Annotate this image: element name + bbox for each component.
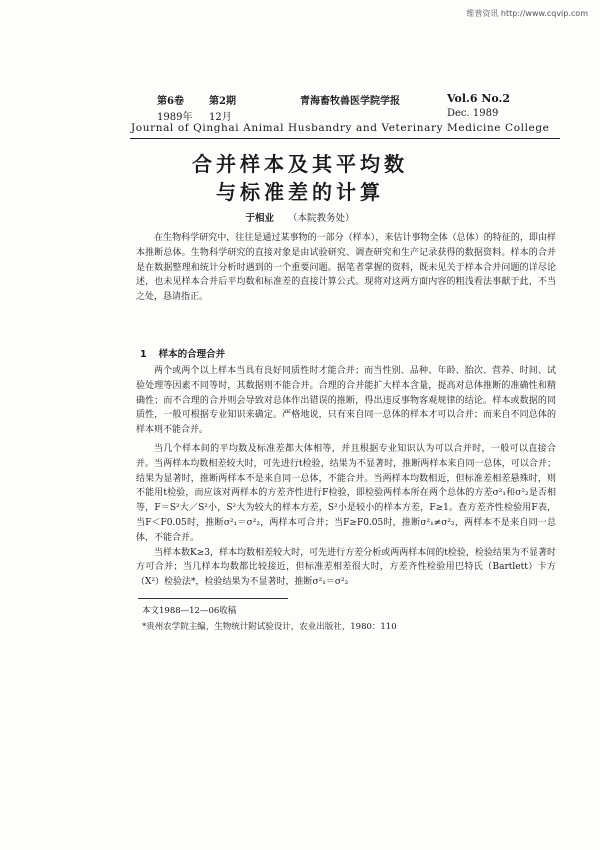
article-title-line-2: 与标准差的计算 — [216, 180, 384, 204]
journal-name-cn: 青海畜牧兽医学院学报 — [300, 96, 400, 107]
author-name: 于相业 — [245, 213, 274, 224]
paragraph-1: 两个或两个以上样本当具有良好同质性时才能合并；而当性别、品种、年龄、胎次、营养、时间、试验处理等因素不同等时，其数据则不能合并。合理的合并能扩大样本含量，提高对总体推断的准确性和精确性；而不合理的合并则会导致对总体作出错误的推断，得出违反事物客观规律的结论。样本或数据的同质性，一般可根据专业知识来确定。严格地说，只有来自同一总体的样本才可以合并；而来自不同总体的样本则不能合并。 — [136, 366, 556, 436]
author-line — [0, 210, 600, 224]
section-title: 样本的合理合并 — [158, 349, 226, 360]
volume-en: Vol.6 No.2 — [447, 92, 511, 105]
section-body — [136, 364, 556, 590]
header-rule — [130, 138, 560, 139]
journal-title-en: Journal of Qinghai Animal Husbandry and Veterinary Medicine College — [131, 122, 550, 134]
article-title-line-1: 合并样本及其平均数 — [192, 152, 408, 176]
volume-cn: 第6卷 — [157, 96, 184, 107]
section-heading — [140, 346, 225, 360]
paragraph-2: 当几个样本间的平均数及标准差都大体相等，并且根据专业知识认为可以合并时，一般可以直接合并。当两样本均数相差较大时，可先进行t检验，结果为不显著时，推断两样本来自同一总体，可以合并；结果为显著时，推断两样本不是来自同一总体，不能合并。当两样本均数相近，但标准差相差悬殊时，则不能用t检验，而应该对两样本的方差齐性进行F检验，即检验两样本所在两个总体的方差σ²₁和σ²₂是否相等，F＝S²大／S²小，S²大为较大的样本方差，S²小是较小的样本方差，F≥1。查方差齐性检验用F表，当F＜F0.05时，推断σ²₁＝σ²₂，两样本可合并；当F≥F0.05时，推断σ²₁≠σ²₂，两样本不是来自同一总体，不能合并。 — [136, 443, 556, 543]
year-cn: 1989年 — [157, 112, 193, 123]
intro-paragraph: 在生物科学研究中，往往是通过某事物的一部分（样本），来估计事物全体（总体）的特征的，即由样本推断总体。生物科学研究的直接对象是由试验研究、调查研究和生产记录获得的数据资料。样本的合并是在数据整理和统计分析时遇到的一个重要问题。据笔者掌握的资料，既未见关于样本合并问题的详尽论述，也未见样本合并后平均数和标准差的直接计算公式。现将对这两方面内容的粗浅看法事献于此，不当之处，恳请指正。 — [136, 233, 556, 303]
month-cn: 12月 — [209, 112, 232, 123]
section-number: 1 — [140, 349, 147, 360]
date-en: Dec. 1989 — [447, 108, 499, 119]
paragraph-3: 当样本数K≥3，样本均数相差较大时，可先进行方差分析或两两样本间的t检验，检验结果为不显著时方可合并；当几样本均数都比较接近，但标准差相差很大时，方差齐性检验用巴特氏（Bartlett）卡方（X²）检验法*，检验结果为不显著时，推断σ²₁＝σ²₂ — [136, 547, 556, 588]
footnote-rule — [138, 598, 288, 599]
author-affiliation: （本院教务处） — [288, 213, 355, 224]
reference-footnote: *贵州农学院主编，生物统计附试验设计，农业出版社，1980：110 — [142, 622, 397, 632]
issue-cn: 第2期 — [209, 96, 236, 107]
received-date-note: 本文1988—12—06收稿 — [142, 606, 237, 616]
watermark-text: 维普资讯 http://www.cqvip.com — [466, 9, 588, 18]
intro-section — [136, 231, 556, 305]
